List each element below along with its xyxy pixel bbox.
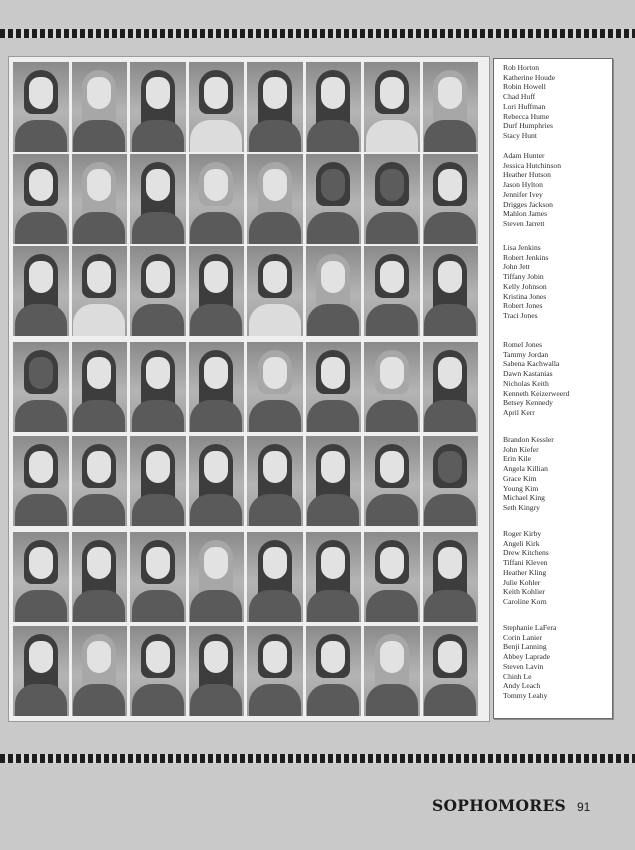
page-number: 91 [577, 800, 591, 814]
student-name: Benji Lanning [503, 642, 547, 652]
student-name: Kelly Johnson [503, 281, 547, 291]
student-portrait [130, 532, 186, 622]
student-name: Stacy Hunt [503, 130, 537, 140]
student-portrait [130, 626, 186, 716]
student-name: Grace Kim [503, 473, 537, 483]
student-portrait [423, 154, 479, 244]
student-name: Lisa Jenkins [503, 243, 541, 252]
student-portrait [364, 532, 420, 622]
student-portrait [189, 436, 245, 526]
film-strip-top [0, 29, 635, 38]
student-portrait [247, 246, 303, 336]
student-name: April Kerr [503, 407, 535, 417]
student-portrait [423, 342, 479, 432]
name-group [503, 243, 548, 321]
student-portrait [130, 436, 186, 526]
portrait-row [13, 436, 483, 526]
student-portrait [306, 342, 362, 432]
student-portrait [306, 62, 362, 152]
film-strip-bottom [0, 754, 635, 763]
student-portrait [189, 246, 245, 336]
student-portrait [130, 246, 186, 336]
student-name: Corin Lanier [503, 632, 543, 642]
student-name: Durf Humphries [503, 121, 553, 131]
student-portrait [13, 626, 69, 716]
student-name: Mahlon James [503, 209, 548, 219]
student-portrait [130, 154, 186, 244]
section-title: SOPHOMORES [432, 796, 567, 815]
student-portrait [364, 342, 420, 432]
student-portrait [13, 436, 69, 526]
student-name: Tommy Leahy [503, 690, 548, 700]
student-portrait [13, 342, 69, 432]
student-portrait [13, 246, 69, 336]
student-name: Angela Killian [503, 464, 548, 474]
student-portrait [72, 626, 128, 716]
student-name: Drew Kitchens [503, 548, 549, 558]
student-name: Steven Lavin [503, 661, 544, 671]
student-name: Drigges Jackson [503, 199, 553, 209]
student-name: Andy Leach [503, 681, 541, 691]
student-name: Caroline Korn [503, 596, 547, 606]
student-name: Katherine Houde [503, 72, 556, 82]
portrait-row [13, 342, 483, 432]
student-name: Erin Kile [503, 454, 532, 464]
student-name: Dawn Kastanias [503, 369, 553, 379]
student-portrait [13, 62, 69, 152]
student-name: Steven Jarrett [503, 218, 545, 228]
portrait-row [13, 246, 483, 336]
student-name: John Jett [503, 262, 530, 272]
student-portrait [130, 62, 186, 152]
student-portrait [306, 532, 362, 622]
student-portrait [423, 246, 479, 336]
student-name: Stephanie LaFera [503, 623, 557, 632]
student-name: Tiffani Kleven [503, 558, 548, 568]
student-name: Michael King [503, 493, 545, 503]
names-panel [493, 58, 613, 719]
student-name: Heather Kling [503, 567, 547, 577]
name-group [503, 340, 569, 418]
student-portrait [364, 436, 420, 526]
student-name: Young Kim [503, 483, 539, 493]
student-portrait [72, 532, 128, 622]
student-name: Brandon Kessler [503, 435, 554, 444]
student-name: Traci Jones [503, 310, 538, 320]
student-name: Rebecca Hume [503, 111, 550, 121]
portrait-row [13, 62, 483, 152]
student-name: Abbey Laprade [503, 652, 551, 662]
student-name: Sabena Kachwalla [503, 359, 560, 369]
student-portrait [189, 342, 245, 432]
student-name: Kristina Jones [503, 291, 547, 301]
student-name: Romel Jones [503, 340, 543, 349]
student-name: Jennifer Ivey [503, 189, 543, 199]
portrait-row [13, 626, 483, 716]
student-name: Heather Hutson [503, 170, 551, 180]
student-name: Kenneth Keizerweerd [503, 388, 570, 398]
student-portrait [247, 532, 303, 622]
name-group [503, 63, 555, 141]
student-name: Keith Kohlier [503, 587, 545, 597]
student-portrait [189, 532, 245, 622]
portrait-row [13, 532, 483, 622]
student-portrait [189, 62, 245, 152]
student-name: Tiffany Jobin [503, 272, 544, 282]
student-portrait [72, 342, 128, 432]
student-portrait [423, 626, 479, 716]
student-portrait [72, 62, 128, 152]
portrait-row [13, 154, 483, 244]
student-portrait [13, 532, 69, 622]
student-portrait [189, 154, 245, 244]
student-portrait [364, 62, 420, 152]
student-portrait [423, 436, 479, 526]
student-portrait [423, 532, 479, 622]
name-group [503, 151, 561, 229]
student-name: Adam Hunter [503, 151, 545, 160]
student-name: Roger Kirby [503, 529, 542, 538]
student-portrait [72, 436, 128, 526]
student-portrait [247, 154, 303, 244]
student-portrait [247, 62, 303, 152]
student-portrait [364, 154, 420, 244]
student-portrait [189, 626, 245, 716]
student-name: Chad Huff [503, 92, 536, 102]
student-name: Jessica Hutchinson [503, 160, 561, 170]
student-portrait [364, 626, 420, 716]
student-name: Seth Kingry [503, 502, 540, 512]
student-portrait [72, 154, 128, 244]
student-name: Angeli Kirk [503, 538, 540, 548]
portrait-grid [8, 56, 490, 722]
student-name: Robert Jenkins [503, 252, 549, 262]
student-portrait [306, 246, 362, 336]
student-name: John Kiefer [503, 444, 539, 454]
student-name: Jason Hylton [503, 180, 543, 190]
student-name: Robert Jones [503, 301, 543, 311]
student-portrait [72, 246, 128, 336]
student-name: Nicholas Keith [503, 378, 549, 388]
name-group [503, 435, 554, 513]
student-name: Tammy Jordan [503, 349, 549, 359]
student-portrait [247, 436, 303, 526]
student-portrait [364, 246, 420, 336]
student-portrait [306, 436, 362, 526]
student-portrait [247, 626, 303, 716]
student-name: Rob Horton [503, 63, 540, 72]
student-portrait [247, 342, 303, 432]
student-name: Julie Kohler [503, 577, 541, 587]
student-name: Lori Huffman [503, 101, 546, 111]
student-portrait [306, 626, 362, 716]
student-name: Chinh Le [503, 671, 532, 681]
student-name: Robin Howell [503, 82, 546, 92]
student-name: Betsey Kennedy [503, 398, 553, 408]
student-portrait [13, 154, 69, 244]
student-portrait [423, 62, 479, 152]
student-portrait [130, 342, 186, 432]
student-portrait [306, 154, 362, 244]
name-group [503, 623, 556, 701]
name-group [503, 529, 549, 607]
